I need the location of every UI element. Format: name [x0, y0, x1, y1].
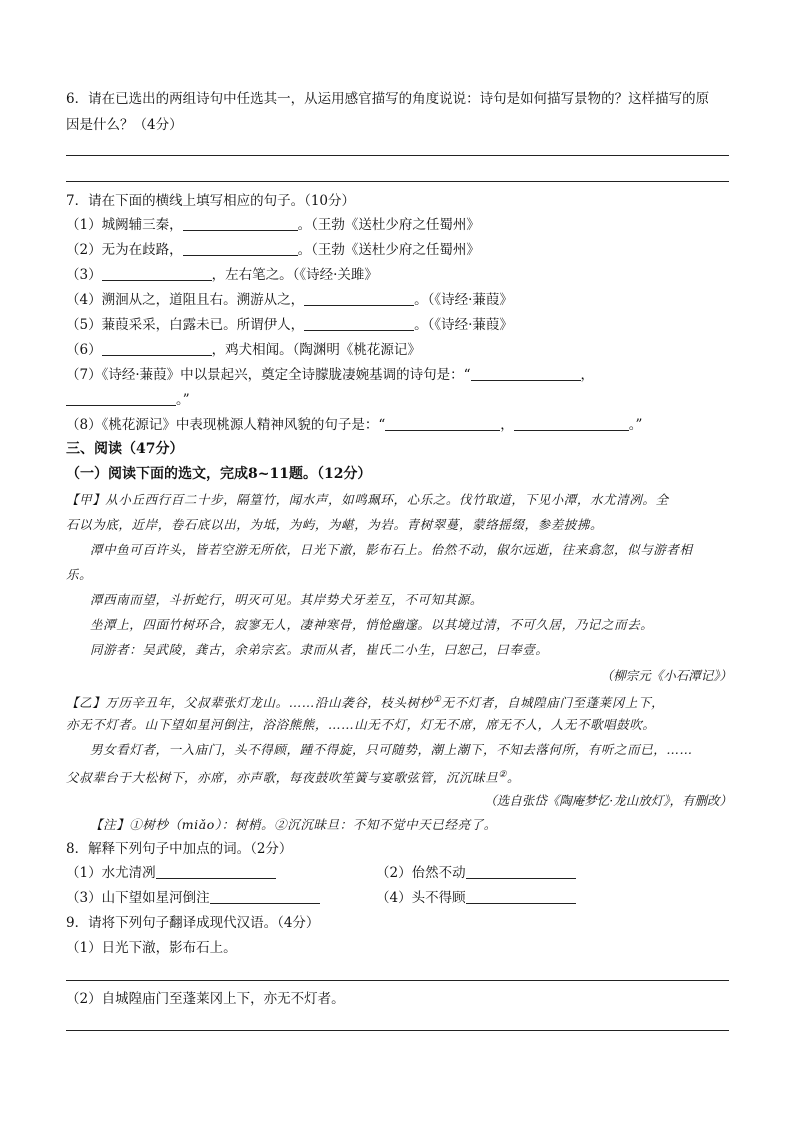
- jia-p1b: 石以为底，近岸，卷石底以出，为坻，为屿，为嵁，为岩。青树翠蔓，蒙络摇缀，参差披拂。: [66, 517, 604, 532]
- q9-item-2: （2）自城隍庙门至蓬莱冈上下，亦无不灯者。: [66, 991, 345, 1007]
- q7-item-5-prefix: （5）蒹葭采采，白露未已。所谓伊人，: [66, 317, 305, 333]
- q8-item-4-text: （4）头不得顾: [376, 890, 466, 906]
- section3-title: 三、阅读（47分）: [66, 441, 184, 457]
- q7-blank-8a[interactable]: [385, 417, 500, 431]
- yi-p1a-text: 【乙】万历辛丑年，父叔辈张灯龙山。……沿山袭谷，枝头树杪: [66, 695, 433, 711]
- q7-item-7-cont: [66, 391, 190, 409]
- q7-item-4-prefix: （4）溯洄从之，道阻且右。溯游从之，: [66, 292, 305, 308]
- q7-item-1-suffix: 。（王勃《送杜少府之任蜀州》: [297, 217, 480, 233]
- q7-item-3-prefix: （3）: [66, 267, 102, 283]
- q7-item-7: [66, 366, 594, 384]
- yi-p2a: 男女看灯者，一入庙门，头不得顾，踵不得旋，只可随势，潮上潮下，不知去落何所，有听之而已，……: [90, 742, 693, 757]
- q7-blank-8b[interactable]: [514, 417, 629, 431]
- q8-item-2-text: （2）佁然不动: [376, 865, 466, 881]
- jia-p4: 坐潭上，四面竹树环合，寂寥无人，凄神寒骨，悄怆幽邃。以其境过清，不可久居，乃记之而去。: [90, 617, 654, 632]
- q7-item-2-suffix: 。（王勃《送杜少府之任蜀州》: [297, 242, 480, 258]
- q7-item-8: [66, 416, 642, 434]
- q7-item-4: [66, 291, 513, 309]
- q6-line1: 6．请在已选出的两组诗句中任选其一，从运用感官描写的角度说说：诗句是如何描写景物的？这样描写的原: [66, 91, 710, 107]
- q8-item-3-text: （3）山下望如星河倒注: [66, 890, 210, 906]
- q8-blank-2[interactable]: [466, 865, 576, 879]
- yi-note-1-marker: ①: [432, 695, 442, 705]
- q7-item-8-prefix: （8）《桃花源记》中表现桃源人精神风貌的句子是：“: [66, 417, 386, 433]
- q9-answer-line-2[interactable]: [66, 1030, 729, 1031]
- jia-p1a: 【甲】从小丘西行百二十步，隔篁竹，闻水声，如鸣珮环，心乐之。伐竹取道，下见小潭，水尤清冽。全: [66, 492, 669, 507]
- q7-item-7-comma: ，: [580, 367, 595, 383]
- q6-answer-line-2[interactable]: [66, 181, 729, 182]
- yi-note-2-marker: ②: [498, 770, 507, 780]
- q7-item-3-suffix: ，左右笔之。（《诗经·关雎》: [211, 267, 378, 283]
- q7-item-1: [66, 216, 480, 234]
- jia-p2b: 乐。: [66, 567, 93, 582]
- q7-blank-2[interactable]: [183, 242, 298, 256]
- q6-line2: 因是什么？（4分）: [66, 117, 183, 133]
- q9-title: 9．请将下列句子翻译成现代汉语。（4分）: [66, 915, 320, 931]
- yi-p2b-text: 父叔辈台于大松树下，亦席，亦声歌，每夜鼓吹笙簧与宴歌弦管，沉沉昧旦: [66, 770, 499, 786]
- q8-blank-1[interactable]: [156, 865, 276, 879]
- yi-p1a: [66, 691, 664, 712]
- q8-blank-3[interactable]: [210, 890, 320, 904]
- q9-item-1: （1）日光下澈，影布石上。: [66, 940, 237, 956]
- q8-item-3: [66, 889, 320, 907]
- q8-item-1: [66, 864, 276, 882]
- q7-item-8-end: 。”: [628, 417, 643, 433]
- q7-item-6-prefix: （6）: [66, 342, 102, 358]
- q7-item-7-end: 。”: [176, 392, 190, 408]
- q8-item-4: [376, 889, 576, 907]
- q7-blank-4[interactable]: [304, 292, 414, 306]
- q7-item-8-comma: ，: [500, 417, 514, 433]
- q7-item-2-prefix: （2）无为在歧路，: [66, 242, 183, 258]
- section3-sub1: （一）阅读下面的选文，完成8~11题。（12分）: [66, 466, 372, 482]
- jia-p3: 潭西南而望，斗折蛇行，明灭可见。其岸势犬牙差互，不可知其源。: [90, 592, 484, 607]
- q7-blank-7b[interactable]: [66, 392, 176, 406]
- q7-item-4-suffix: 。（《诗经·蒹葭》: [414, 292, 513, 308]
- q8-blank-4[interactable]: [466, 890, 576, 904]
- q9-answer-line-1[interactable]: [66, 980, 729, 981]
- q7-item-6-suffix: ，鸡犬相闻。（陶渊明《桃花源记》: [211, 342, 421, 358]
- q7-title: 7．请在下面的横线上填写相应的句子。（10分）: [66, 193, 356, 209]
- yi-p1b: 亦无不灯者。山下望如星河倒注，浴浴熊熊，……山无不灯，灯无不席，席无不人，人无不歌唱鼓吹。: [66, 717, 656, 732]
- q8-item-1-text: （1）水尤清冽: [66, 865, 156, 881]
- q7-item-1-prefix: （1）城阙辅三秦，: [66, 217, 183, 233]
- yi-note: 【注】①树杪（miǎo）：树梢。②沉沉昧旦：不知不觉中天已经亮了。: [90, 817, 497, 832]
- q7-blank-7a[interactable]: [471, 367, 581, 381]
- q7-blank-1[interactable]: [183, 217, 298, 231]
- q7-item-7-prefix: （7）《诗经·蒹葭》中以景起兴，奠定全诗朦胧凄婉基调的诗句是：“: [66, 367, 471, 383]
- q7-blank-5[interactable]: [304, 317, 414, 331]
- yi-p1a-text-cont: 无不灯者，自城隍庙门至蓬莱冈上下，: [441, 695, 665, 711]
- jia-source: （柳宗元《小石潭记》）: [600, 668, 732, 683]
- q6-answer-line-1[interactable]: [66, 155, 729, 156]
- jia-p5: 同游者：吴武陵，龚古，余弟宗玄。隶而从者，崔氏二小生，曰恕己，曰奉壹。: [90, 642, 549, 657]
- q7-blank-6[interactable]: [102, 342, 212, 356]
- q7-item-5: [66, 316, 513, 334]
- yi-p2b: [66, 766, 520, 787]
- q7-blank-3[interactable]: [102, 267, 212, 281]
- q7-item-2: [66, 241, 480, 259]
- jia-p2a: 潭中鱼可百许头，皆若空游无所依，日光下澈，影布石上。佁然不动，俶尔远逝，往来翕忽，似与游者相: [90, 542, 693, 557]
- q8-item-2: [376, 864, 576, 882]
- q7-item-3: [66, 266, 378, 284]
- yi-source: （选自张岱《陶庵梦忆·龙山放灯》，有删改）: [484, 793, 732, 808]
- q7-item-5-suffix: 。（《诗经·蒹葭》: [414, 317, 513, 333]
- yi-p2b-end: 。: [506, 770, 521, 786]
- q8-title: 8．解释下列句子中加点的词。（2分）: [66, 841, 293, 857]
- q7-item-6: [66, 341, 421, 359]
